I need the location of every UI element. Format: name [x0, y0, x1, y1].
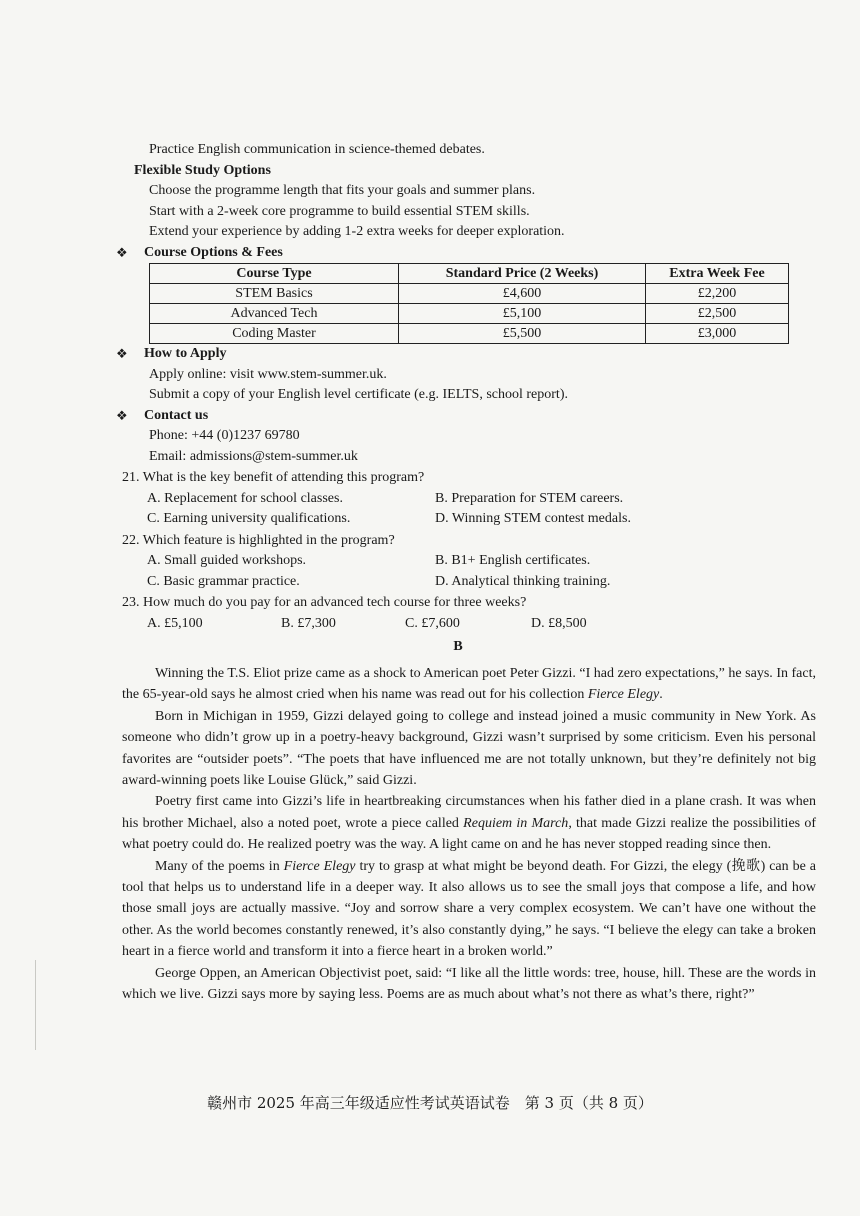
- table-row: [150, 284, 789, 304]
- option: A. Small guided workshops.: [147, 553, 307, 568]
- table-cell: £5,100: [399, 304, 646, 324]
- paragraph: Born in Michigan in 1959, Gizzi delayed going to college and instead joined a music community in New York. As someone who didn’t grow up in a poetry-heavy background, Gizzi wasn’t surprised by some criticism. Even his personal favorites are “outsider poets”. “The poets that have influenced me are not totally unknown, but they’re definitely not big award-winning poets like Louise Glück,” said Gizzi.: [122, 708, 816, 789]
- question-options: [122, 572, 794, 593]
- paragraph-text: try to grasp at what might be beyond death. For Gizzi, the elegy (挽歌) can be a tool that helps us to understand life in a deeper way. It also allows us to see the small joys that compose a life, and how those small joys are actually massive. “Joy and sorrow share a very complex ecosystem. We can’t have one without the other. As the world becomes constantly renewed, it’s also constantly dying,” he says. “I believe the elegy can take a broken heart in a fierce world and transform it into a fierce heart in a broken world.”: [122, 858, 816, 960]
- diamond-bullet-icon: ❖: [116, 407, 128, 423]
- question-stem: 22. Which feature is highlighted in the program?: [122, 532, 395, 548]
- option: B. £7,300: [281, 615, 336, 631]
- paragraph-text: Many of the poems in: [155, 858, 284, 874]
- book-title: Fierce Elegy: [587, 687, 660, 703]
- paragraph-text: Winning the T.S. Eliot prize came as a shock to American poet Peter Gizzi. “I had zero expectations,” he says. In fact, the 65-year-old says he almost cried when his name was read out for his collection: [122, 666, 816, 703]
- course-heading-row: [116, 243, 794, 264]
- reading-passage: [122, 663, 816, 1006]
- flex-heading: Flexible Study Options: [134, 162, 271, 178]
- diamond-bullet-icon: ❖: [116, 244, 128, 260]
- table-cell: £2,200: [646, 284, 789, 304]
- flex-line: Choose the programme length that fits your goals and summer plans.: [149, 183, 536, 198]
- option: C. Basic grammar practice.: [147, 573, 300, 589]
- fees-table: [149, 263, 789, 344]
- paragraph-text: .: [659, 687, 663, 703]
- question-stem: 23. How much do you pay for an advanced tech course for three weeks?: [122, 595, 527, 610]
- question-options: [122, 489, 794, 510]
- paragraph: [122, 791, 816, 855]
- option: C. Earning university qualifications.: [147, 511, 351, 526]
- debate-line: Practice English communication in science-themed debates.: [149, 142, 485, 157]
- question-options: [122, 551, 794, 572]
- diamond-bullet-icon: ❖: [116, 346, 128, 361]
- option: D. Winning STEM contest medals.: [435, 511, 631, 526]
- apply-line: Submit a copy of your English level certificate (e.g. IELTS, school report).: [149, 387, 568, 402]
- table-cell: STEM Basics: [150, 284, 399, 304]
- option: C. £7,600: [405, 615, 460, 631]
- flex-line: Start with a 2-week core programme to build essential STEM skills.: [149, 203, 530, 219]
- table-header: Extra Week Fee: [646, 264, 789, 284]
- section-label: B: [453, 639, 463, 654]
- poem-title: Requiem in March: [463, 815, 569, 831]
- paragraph-text: , that made Gizzi realize the possibilities of what poetry could do. He realized poetry was the way. A light came on and he has never stopped reading since then.: [122, 815, 816, 853]
- question-options: [122, 614, 794, 635]
- table-header: Course Type: [150, 264, 399, 284]
- option: B. B1+ English certificates.: [435, 553, 591, 568]
- ad-section: [116, 140, 794, 662]
- table-cell: Advanced Tech: [150, 304, 399, 324]
- paragraph: George Oppen, an American Objectivist poet, said: “I like all the little words: tree, house, hill. These are the words in which we live. Gizzi says more by saying less. Poems are as much about what’s not there as what’s there, right?”: [122, 965, 816, 1003]
- table-cell: £3,000: [646, 324, 789, 344]
- table-cell: £5,500: [399, 324, 646, 344]
- table-row: [150, 324, 789, 344]
- table-cell: £2,500: [646, 304, 789, 324]
- book-title: Fierce Elegy: [283, 858, 356, 874]
- table-cell: £4,600: [399, 284, 646, 304]
- option: A. £5,100: [147, 615, 203, 631]
- contact-heading: Contact us: [144, 407, 209, 423]
- margin-rule: [35, 960, 36, 1050]
- option: D. Analytical thinking training.: [435, 573, 611, 589]
- table-cell: Coding Master: [150, 324, 399, 344]
- question-stem: 21. What is the key benefit of attending this program?: [122, 470, 425, 485]
- option: D. £8,500: [531, 615, 587, 631]
- contact-phone: Phone: +44 (0)1237 69780: [149, 428, 300, 443]
- course-heading: Course Options & Fees: [144, 244, 283, 260]
- question-options: [122, 509, 794, 530]
- page-footer: 赣州市 2025 年高三年级适应性考试英语试卷 第 3 页（共 8 页）: [207, 1094, 653, 1112]
- contact-heading-row: [116, 406, 794, 427]
- paragraph: [122, 663, 816, 706]
- paragraph: [122, 856, 816, 963]
- option: A. Replacement for school classes.: [147, 490, 343, 506]
- table-header-row: [150, 264, 789, 284]
- table-row: [150, 304, 789, 324]
- apply-heading-row: [116, 344, 794, 365]
- table-header: Standard Price (2 Weeks): [399, 264, 646, 284]
- paragraph-text: Poetry first came into Gizzi’s life in heartbreaking circumstances when his father died in a plane crash. It was when his brother Michael, also a noted poet, wrote a piece called: [122, 794, 816, 831]
- flex-line: Extend your experience by adding 1-2 extra weeks for deeper exploration.: [149, 224, 565, 239]
- option: B. Preparation for STEM careers.: [435, 490, 624, 506]
- apply-heading: How to Apply: [144, 346, 227, 361]
- apply-line: Apply online: visit www.stem-summer.uk.: [149, 366, 387, 382]
- contact-email: Email: admissions@stem-summer.uk: [149, 448, 358, 464]
